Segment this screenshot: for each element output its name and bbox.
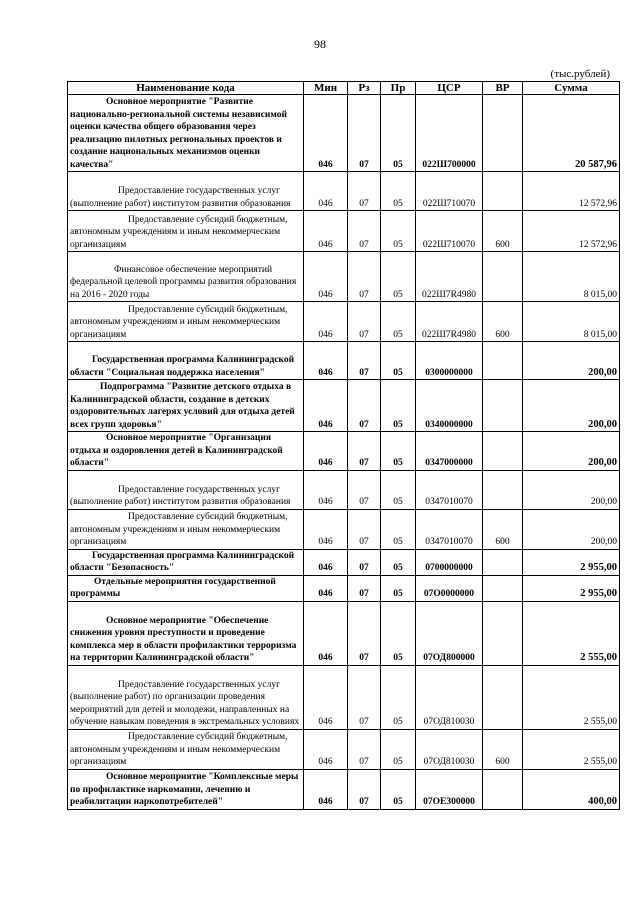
- row-csr-cell: 022Ш710070: [416, 211, 483, 252]
- row-csr-cell: 022Ш7R4980: [416, 252, 483, 302]
- header-min: Мин: [304, 82, 348, 95]
- row-sum-cell: 2 555,00: [523, 601, 620, 665]
- row-min-cell: 046: [304, 211, 348, 252]
- row-csr-cell: 07ОД810030: [416, 665, 483, 729]
- row-pr-cell: 05: [381, 575, 416, 601]
- row-name-cell: Предоставление государственных услуг (выполнение работ) институтом развития образования: [68, 470, 304, 509]
- row-vr-cell: 600: [483, 302, 523, 342]
- row-min-cell: 046: [304, 252, 348, 302]
- row-name-cell: Предоставление государственных услуг (выполнение работ) институтом развития образования: [68, 172, 304, 211]
- row-min-cell: 046: [304, 549, 348, 575]
- row-min-cell: 046: [304, 380, 348, 432]
- row-rz-cell: 07: [348, 302, 381, 342]
- row-pr-cell: 05: [381, 665, 416, 729]
- row-rz-cell: 07: [348, 470, 381, 509]
- header-vr: ВР: [483, 82, 523, 95]
- table-row: [68, 470, 620, 509]
- header-pr: Пр: [381, 82, 416, 95]
- table-row: [68, 252, 620, 302]
- row-csr-cell: 0340000000: [416, 380, 483, 432]
- row-pr-cell: 05: [381, 769, 416, 809]
- row-vr-cell: [483, 601, 523, 665]
- table-header-row: [68, 82, 620, 95]
- row-sum-cell: 8 015,00: [523, 302, 620, 342]
- table-row: [68, 172, 620, 211]
- table-row: [68, 211, 620, 252]
- row-vr-cell: [483, 342, 523, 380]
- row-csr-cell: 0347000000: [416, 432, 483, 471]
- row-sum-cell: 2 555,00: [523, 665, 620, 729]
- row-csr-cell: 07ОД800000: [416, 601, 483, 665]
- table-row: [68, 549, 620, 575]
- row-csr-cell: 0347010070: [416, 509, 483, 549]
- row-rz-cell: 07: [348, 575, 381, 601]
- row-name-cell: Государственная программа Калининградской области "Социальная поддержка населения": [68, 342, 304, 380]
- row-name-cell: Предоставление субсидий бюджетным, автономным учреждениям и иным некоммерческим организациям: [68, 729, 304, 769]
- table-row: [68, 342, 620, 380]
- row-rz-cell: 07: [348, 211, 381, 252]
- row-vr-cell: [483, 769, 523, 809]
- row-sum-cell: 12 572,96: [523, 172, 620, 211]
- row-pr-cell: 05: [381, 432, 416, 471]
- row-vr-cell: 600: [483, 211, 523, 252]
- row-csr-cell: 07ОД810030: [416, 729, 483, 769]
- row-min-cell: 046: [304, 601, 348, 665]
- row-pr-cell: 05: [381, 342, 416, 380]
- row-vr-cell: 600: [483, 509, 523, 549]
- row-min-cell: 046: [304, 575, 348, 601]
- row-sum-cell: 2 955,00: [523, 575, 620, 601]
- row-csr-cell: 022Ш700000: [416, 95, 483, 172]
- row-sum-cell: 200,00: [523, 509, 620, 549]
- row-vr-cell: [483, 380, 523, 432]
- row-vr-cell: [483, 172, 523, 211]
- row-name-cell: Предоставление субсидий бюджетным, автономным учреждениям и иным некоммерческим организациям: [68, 509, 304, 549]
- row-csr-cell: 0700000000: [416, 549, 483, 575]
- row-sum-cell: 200,00: [523, 380, 620, 432]
- row-name-cell: Финансовое обеспечение мероприятий федеральной целевой программы развития образования на 2016 - 2020 годы: [68, 252, 304, 302]
- table-row: [68, 302, 620, 342]
- units-label: (тыс.рублей): [550, 68, 610, 80]
- row-name-cell: Подпрограмма "Развитие детского отдыха в Калининградской области, создание в детских оздоровительных лагерях условий для отдыха детей всех групп здоровья": [68, 380, 304, 432]
- row-sum-cell: 2 555,00: [523, 729, 620, 769]
- row-min-cell: 046: [304, 769, 348, 809]
- row-sum-cell: 400,00: [523, 769, 620, 809]
- header-csr: ЦСР: [416, 82, 483, 95]
- row-pr-cell: 05: [381, 172, 416, 211]
- row-rz-cell: 07: [348, 432, 381, 471]
- row-pr-cell: 05: [381, 380, 416, 432]
- table-body: [68, 95, 620, 810]
- row-pr-cell: 05: [381, 509, 416, 549]
- row-csr-cell: 07ОЕ300000: [416, 769, 483, 809]
- row-sum-cell: 8 015,00: [523, 252, 620, 302]
- budget-table: [67, 81, 620, 810]
- row-csr-cell: 022Ш7R4980: [416, 302, 483, 342]
- table-row: [68, 575, 620, 601]
- table-row: [68, 380, 620, 432]
- row-rz-cell: 07: [348, 509, 381, 549]
- row-pr-cell: 05: [381, 252, 416, 302]
- row-rz-cell: 07: [348, 172, 381, 211]
- row-min-cell: 046: [304, 665, 348, 729]
- row-rz-cell: 07: [348, 549, 381, 575]
- row-vr-cell: [483, 95, 523, 172]
- row-csr-cell: 0347010070: [416, 470, 483, 509]
- row-rz-cell: 07: [348, 95, 381, 172]
- row-pr-cell: 05: [381, 601, 416, 665]
- row-pr-cell: 05: [381, 95, 416, 172]
- table-row: [68, 665, 620, 729]
- row-name-cell: Предоставление субсидий бюджетным, автономным учреждениям и иным некоммерческим организациям: [68, 211, 304, 252]
- row-csr-cell: 0300000000: [416, 342, 483, 380]
- row-name-cell: Предоставление государственных услуг (выполнение работ) по организации проведения мероприятий для детей и молодежи, направленных на обучение навыкам поведения в экстремальных условиях: [68, 665, 304, 729]
- row-min-cell: 046: [304, 729, 348, 769]
- row-vr-cell: [483, 252, 523, 302]
- row-csr-cell: 022Ш710070: [416, 172, 483, 211]
- row-pr-cell: 05: [381, 729, 416, 769]
- table-row: [68, 601, 620, 665]
- row-min-cell: 046: [304, 342, 348, 380]
- row-min-cell: 046: [304, 172, 348, 211]
- page-number: 98: [314, 37, 326, 51]
- row-name-cell: Основное мероприятие "Организация отдыха и оздоровления детей в Калининградской области": [68, 432, 304, 471]
- row-vr-cell: [483, 432, 523, 471]
- row-name-cell: Основное мероприятие "Развитие национально-региональной системы независимой оценки качества общего образования через реализацию пилотных региональных проектов и создание национальных механизмов оценки качества": [68, 95, 304, 172]
- row-name-cell: Основное мероприятие "Комплексные меры по профилактике наркомании, лечению и реабилитации наркопотребителей": [68, 769, 304, 809]
- row-pr-cell: 05: [381, 549, 416, 575]
- table-row: [68, 432, 620, 471]
- row-sum-cell: 200,00: [523, 432, 620, 471]
- row-csr-cell: 07О0000000: [416, 575, 483, 601]
- row-pr-cell: 05: [381, 302, 416, 342]
- table-row: [68, 509, 620, 549]
- table-row: [68, 95, 620, 172]
- row-rz-cell: 07: [348, 342, 381, 380]
- row-name-cell: Государственная программа Калининградской области "Безопасность": [68, 549, 304, 575]
- row-vr-cell: [483, 575, 523, 601]
- row-pr-cell: 05: [381, 470, 416, 509]
- row-min-cell: 046: [304, 509, 348, 549]
- row-rz-cell: 07: [348, 665, 381, 729]
- row-rz-cell: 07: [348, 769, 381, 809]
- row-rz-cell: 07: [348, 729, 381, 769]
- row-min-cell: 046: [304, 470, 348, 509]
- row-vr-cell: [483, 665, 523, 729]
- table-row: [68, 729, 620, 769]
- row-min-cell: 046: [304, 302, 348, 342]
- row-rz-cell: 07: [348, 601, 381, 665]
- row-vr-cell: [483, 470, 523, 509]
- table-row: [68, 769, 620, 809]
- row-sum-cell: 200,00: [523, 342, 620, 380]
- row-name-cell: Основное мероприятие "Обеспечение снижения уровня преступности и проведение комплекса мер в области профилактики терроризма на территории Калининградской области": [68, 601, 304, 665]
- row-pr-cell: 05: [381, 211, 416, 252]
- header-sum: Сумма: [523, 82, 620, 95]
- row-sum-cell: 12 572,96: [523, 211, 620, 252]
- row-vr-cell: 600: [483, 729, 523, 769]
- row-min-cell: 046: [304, 95, 348, 172]
- header-name: Наименование кода: [68, 82, 304, 95]
- row-rz-cell: 07: [348, 252, 381, 302]
- row-sum-cell: 200,00: [523, 470, 620, 509]
- row-sum-cell: 20 587,96: [523, 95, 620, 172]
- row-rz-cell: 07: [348, 380, 381, 432]
- row-vr-cell: [483, 549, 523, 575]
- row-name-cell: Предоставление субсидий бюджетным, автономным учреждениям и иным некоммерческим организациям: [68, 302, 304, 342]
- header-rz: Рз: [348, 82, 381, 95]
- row-min-cell: 046: [304, 432, 348, 471]
- row-name-cell: Отдельные мероприятия государственной программы: [68, 575, 304, 601]
- row-sum-cell: 2 955,00: [523, 549, 620, 575]
